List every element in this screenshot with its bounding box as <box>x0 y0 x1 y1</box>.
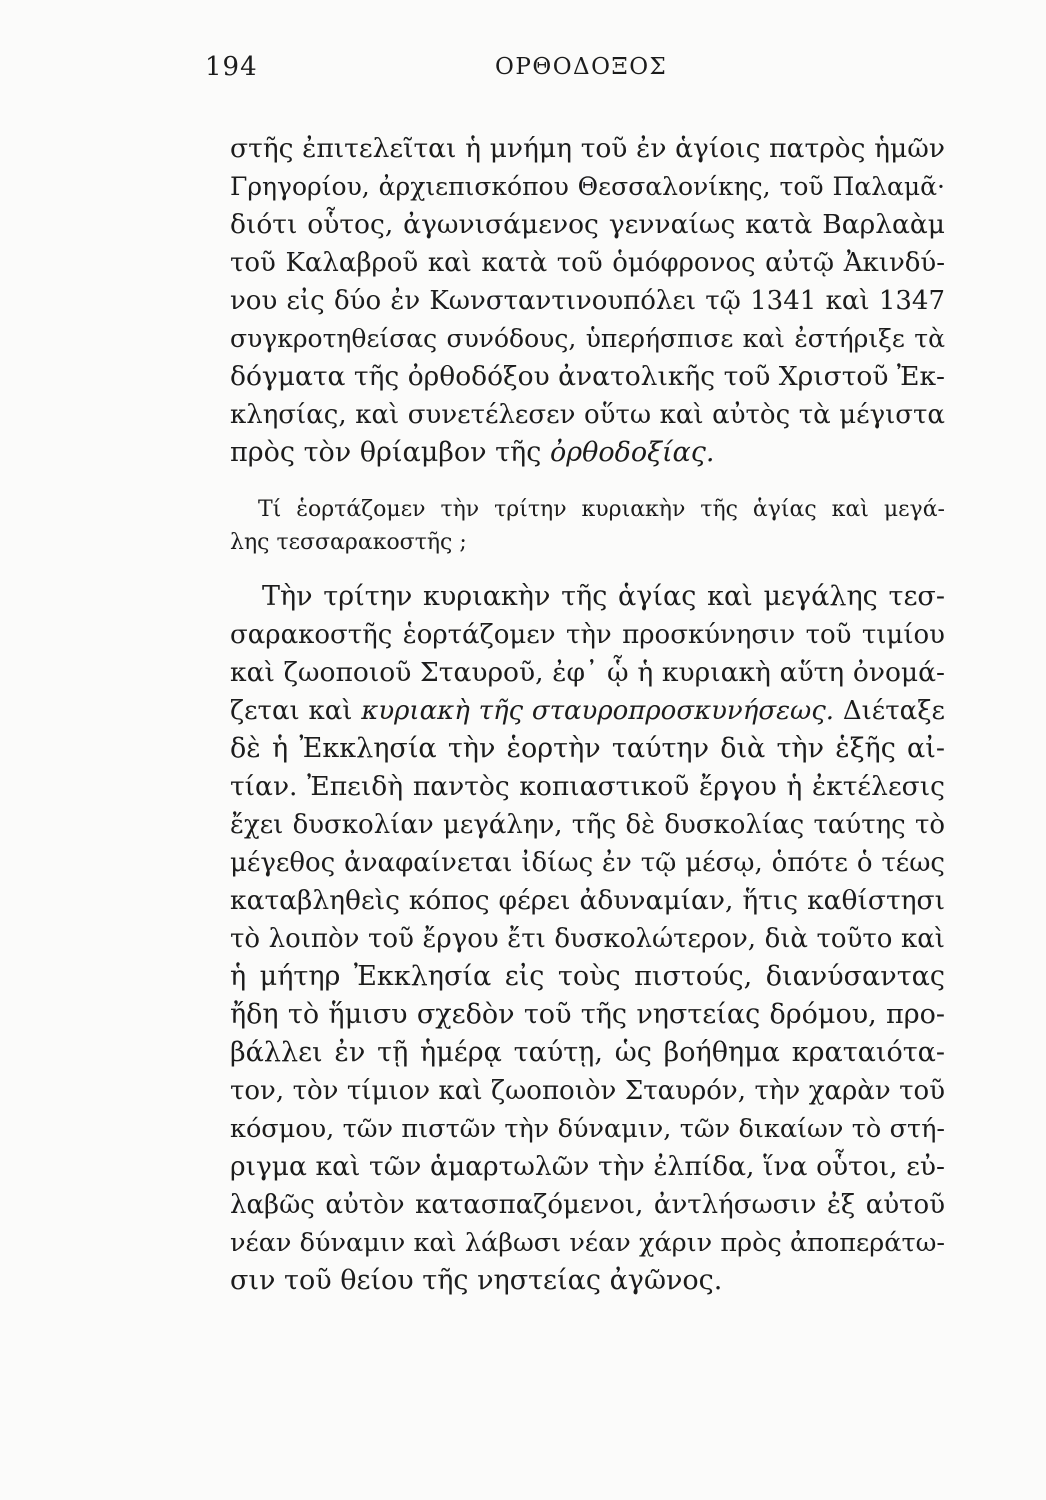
text-line: σιν τοῦ θείου τῆς νηστείας ἀγῶνος. <box>230 1265 723 1296</box>
text-line: συγκροτηθείσας συνόδους, ὑπερήσπισε καὶ ἐστήριξε τὰ <box>230 324 945 353</box>
text-line: λαβῶς αὐτὸν κατασπαζόμενοι, ἀντλήσωσιν ἐξ αὐτοῦ <box>230 1190 945 1220</box>
text-line <box>230 692 945 730</box>
text-line: ριγμα καὶ τῶν ἁμαρτωλῶν τὴν ἐλπίδα, ἵνα οὗτοι, εὐ- <box>230 1151 945 1182</box>
paragraph-continuation <box>230 130 945 472</box>
text-line: σαρακοστῆς ἑορτάζομεν τὴν προσκύνησιν τοῦ τιμίου <box>230 620 945 650</box>
text-line: τίαν. Ἐπειδὴ παντὸς κοπιαστικοῦ ἔργου ἡ ἐκτέλεσις <box>230 771 945 802</box>
text-line: καταβληθεὶς κόπος φέρει ἀδυναμίαν, ἥτις καθίστησι <box>230 885 945 916</box>
text-line: δόγματα τῆς ὀρθοδόξου ἀνατολικῆς τοῦ Χριστοῦ Ἐκ- <box>230 361 945 392</box>
text-line: στῆς ἐπιτελεῖται ἡ μνήμη τοῦ ἐν ἁγίοις πατρὸς ἡμῶν <box>230 133 945 164</box>
page-number: 194 <box>205 52 258 82</box>
text-line: Τὴν τρίτην κυριακὴν τῆς ἁγίας καὶ μεγάλης τεσ- <box>262 581 945 612</box>
text-line: τὸ λοιπὸν τοῦ ἔργου ἔτι δυσκολώτερον, διὰ τοῦτο καὶ <box>230 924 945 954</box>
text-line: ἔχει δυσκολίαν μεγάλην, τῆς δὲ δυσκολίας ταύτης τὸ <box>230 810 945 840</box>
text-line: Γρηγορίου, ἀρχιεπισκόπου Θεσσαλονίκης, τοῦ Παλαμᾶ· <box>230 172 945 201</box>
text-line: τον, τὸν τίμιον καὶ ζωοποιὸν Σταυρόν, τὴν χαρὰν τοῦ <box>230 1076 945 1106</box>
text-line: νέαν δύναμιν καὶ λάβωσι νέαν χάριν πρὸς ἀποπεράτω- <box>230 1228 945 1258</box>
text-line: διότι οὗτος, ἀγωνισάμενος γενναίως κατὰ Βαρλαὰμ <box>230 209 945 240</box>
text-line: μέγεθος ἀναφαίνεται ἰδίως ἐν τῷ μέσῳ, ὁπότε ὁ τέως <box>230 848 945 878</box>
catechism-answer <box>230 578 945 1300</box>
italic-term: ὀρθοδοξίας. <box>549 437 715 468</box>
text-run: ζεται καὶ <box>230 696 362 726</box>
question-line: λης τεσσαρακοστῆς ; <box>230 530 467 555</box>
text-line: καὶ ζωοποιοῦ Σταυροῦ, ἐφ᾽ ᾧ ἡ κυριακὴ αὕτη ὀνομά- <box>230 657 945 688</box>
catechism-question <box>230 493 945 559</box>
running-title: ΟΡΘΟΔΟΞΟΣ <box>495 54 668 80</box>
page-header <box>205 52 945 92</box>
text-run: πρὸς τὸν θρίαμβον τῆς <box>230 437 550 468</box>
text-line: βάλλει ἐν τῇ ἡμέρᾳ ταύτῃ, ὡς βοήθημα κραταιότα- <box>230 1037 945 1068</box>
text-line: κλησίας, καὶ συνετέλεσεν οὕτω καὶ αὐτὸς τὰ μέγιστα <box>230 400 945 430</box>
text-line: κόσμου, τῶν πιστῶν τὴν δύναμιν, τῶν δικαίων τὸ στή- <box>230 1114 945 1144</box>
italic-term: κυριακὴ τῆς σταυροπροσκυνήσεως. <box>361 696 835 726</box>
text-line: ἤδη τὸ ἥμισυ σχεδὸν τοῦ τῆς νηστείας δρόμου, προ- <box>230 999 945 1030</box>
text-run: Διέταξε <box>834 696 945 726</box>
text-line <box>230 434 945 472</box>
text-line: τοῦ Καλαβροῦ καὶ κατὰ τοῦ ὁμόφρονος αὐτῷ Ἀκινδύ- <box>230 248 945 278</box>
text-line: ἡ μήτηρ Ἐκκλησία εἰς τοὺς πιστούς, διανύσαντας <box>230 961 945 992</box>
question-line: Τί ἑορτάζομεν τὴν τρίτην κυριακὴν τῆς ἁγίας καὶ μεγά- <box>258 497 945 522</box>
text-line: δὲ ἡ Ἐκκλησία τὴν ἑορτὴν ταύτην διὰ τὴν ἑξῆς αἰ- <box>230 733 945 764</box>
text-line: νου εἰς δύο ἐν Κωνσταντινουπόλει τῷ 1341 καὶ 1347 <box>230 286 945 316</box>
